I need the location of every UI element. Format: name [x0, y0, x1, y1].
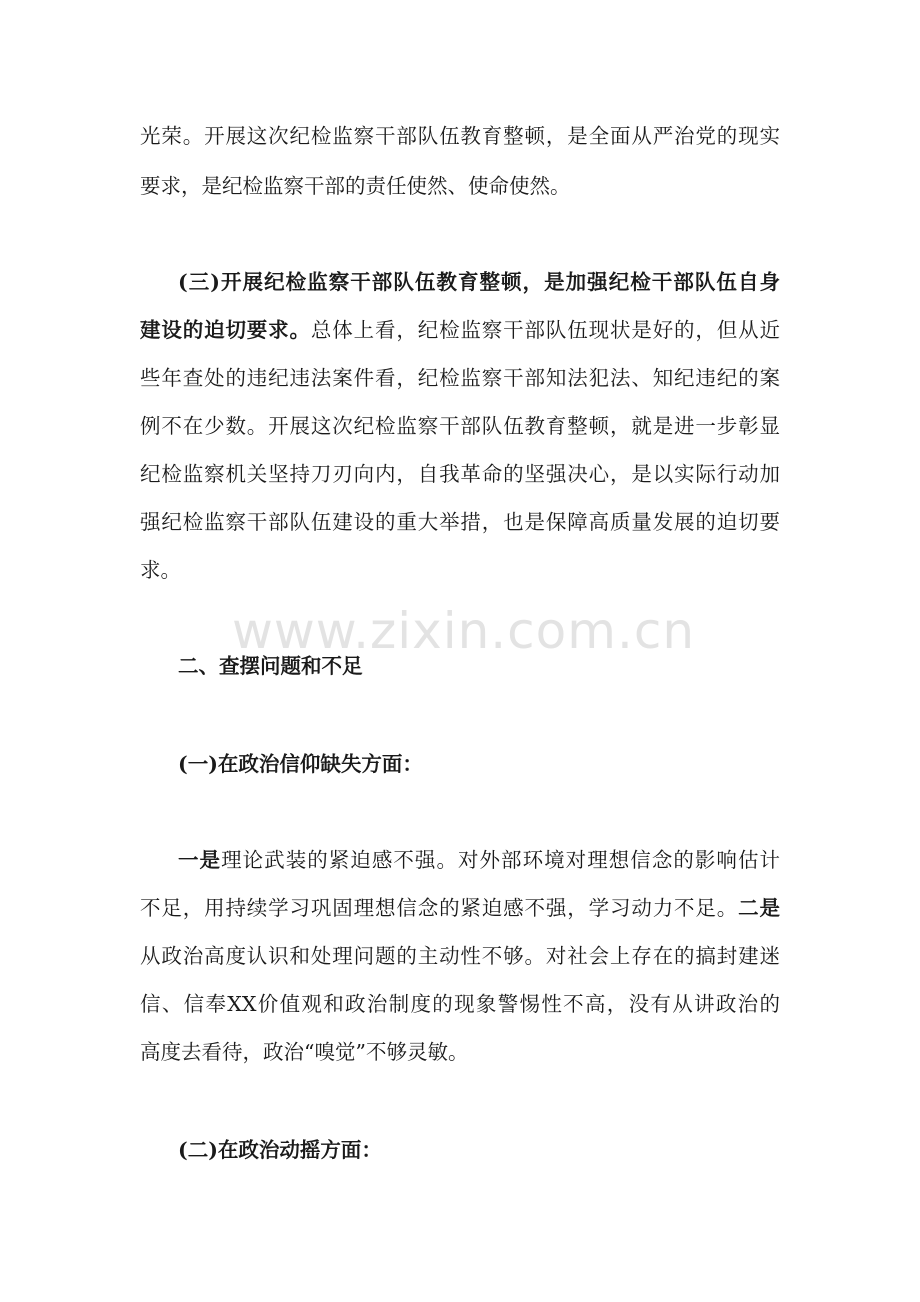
- paragraph-text: 理论武装的紧迫感不强。对外部环境对理想信念的影响估计: [221, 848, 781, 872]
- subsection-heading: (一)在政治信仰缺失方面：: [178, 752, 423, 776]
- paragraph-line: 信、信奉XX价值观和政治制度的现象警惕性不高，没有从讲政治的: [140, 992, 780, 1016]
- paragraph-line: 些年查处的违纪违法案件看，纪检监察干部知法犯法、知纪违纪的案: [140, 366, 780, 390]
- paragraph-line: [178, 846, 780, 874]
- paragraph-line: 要求，是纪检监察干部的责任使然、使命使然。: [140, 174, 571, 198]
- paragraph-line: 光荣。开展这次纪检监察干部队伍教育整顿，是全面从严治党的现实: [140, 124, 780, 148]
- paragraph-line: 高度去看待，政治“嗅觉”不够灵敏。: [140, 1040, 469, 1064]
- bold-label: 一是: [178, 848, 222, 872]
- paragraph-text: 总体上看，纪检监察干部队伍现状是好的，但从近: [310, 318, 781, 342]
- paragraph-line: [140, 894, 780, 922]
- paragraph-line: 纪检监察机关坚持刀刃向内，自我革命的坚强决心，是以实际行动加: [140, 462, 780, 486]
- section-heading: 二、查摆问题和不足: [178, 654, 363, 678]
- paragraph-line: [140, 316, 780, 344]
- paragraph-line: 例不在少数。开展这次纪检监察干部队伍教育整顿，就是进一步彰显: [140, 414, 780, 438]
- bold-lead-text: 建设的迫切要求。: [140, 318, 311, 342]
- bold-label: 二是: [738, 896, 781, 920]
- paragraph-line: 求。: [140, 558, 181, 582]
- paragraph-text: 不足，用持续学习巩固理想信念的紧迫感不强，学习动力不足。: [140, 896, 739, 920]
- paragraph-bold-lead: (三)开展纪检监察干部队伍教育整顿，是加强纪检干部队伍自身: [178, 270, 780, 294]
- watermark: www.zixin.com.cn: [232, 602, 696, 660]
- paragraph-line: 从政治高度认识和处理问题的主动性不够。对社会上存在的搞封建迷: [140, 944, 780, 968]
- subsection-heading: (二)在政治动摇方面：: [178, 1138, 382, 1162]
- paragraph-line: 强纪检监察干部队伍建设的重大举措，也是保障高质量发展的迫切要: [140, 510, 780, 534]
